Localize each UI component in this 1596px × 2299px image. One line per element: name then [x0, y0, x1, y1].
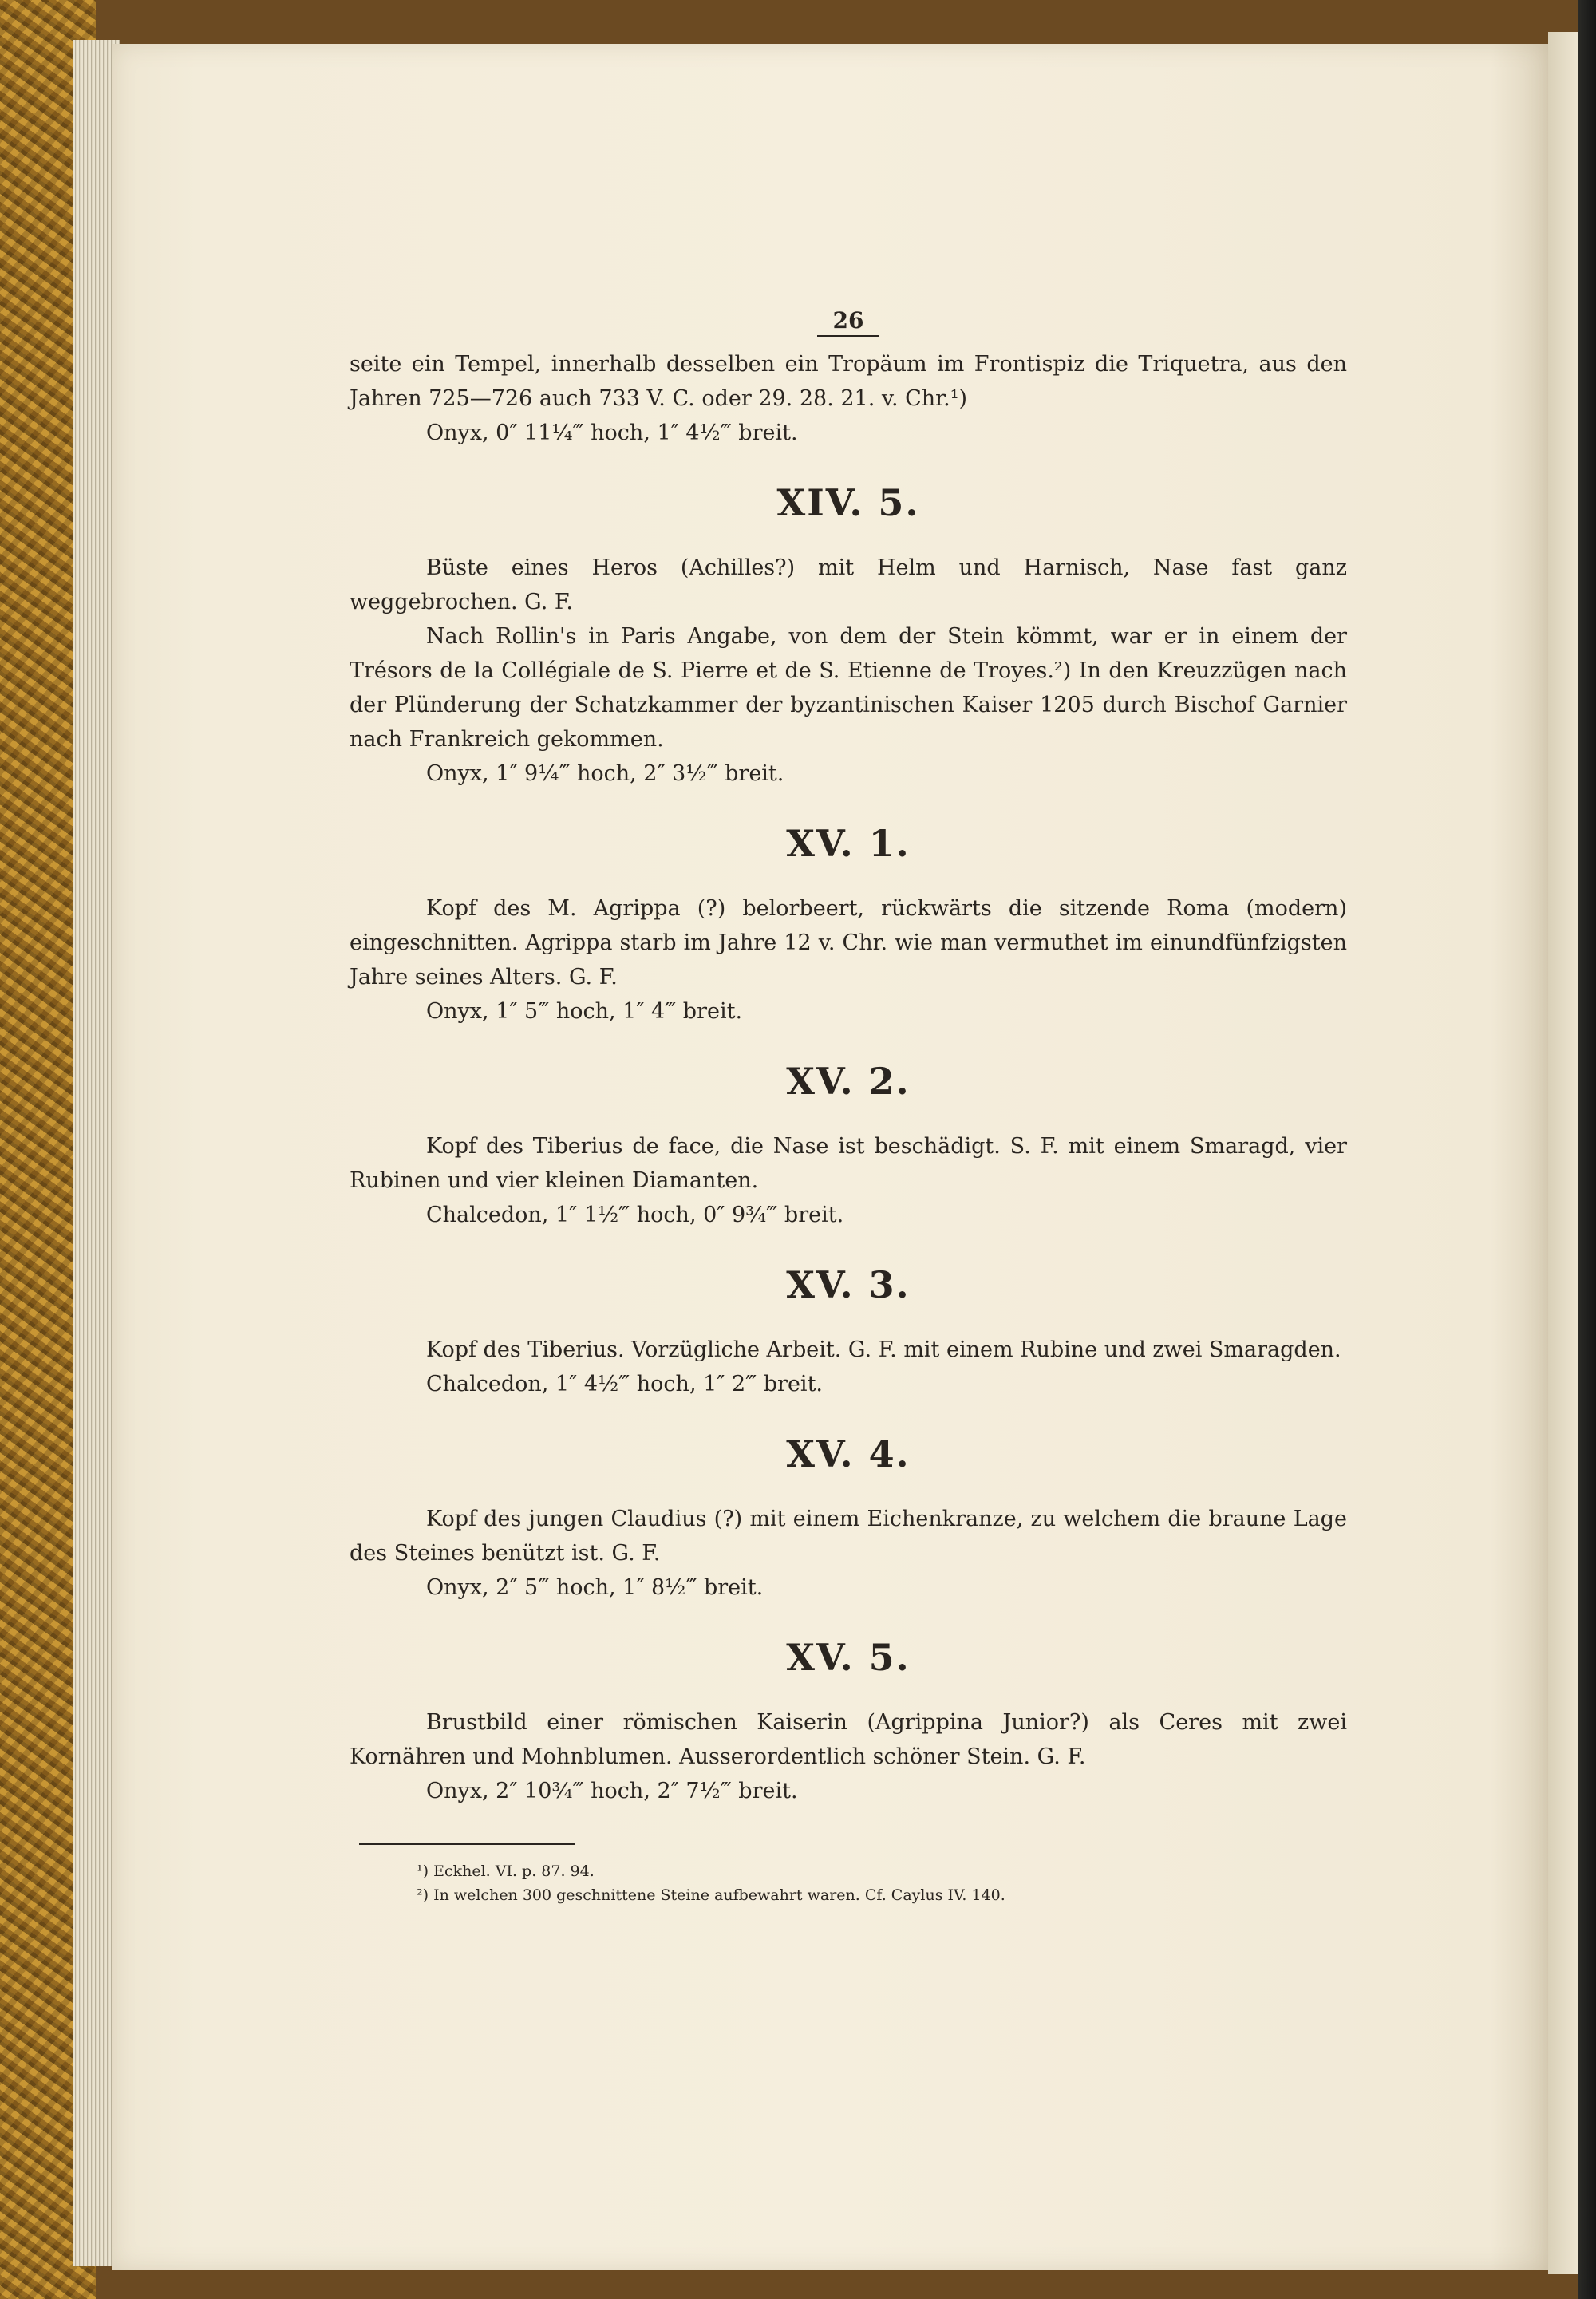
entry-heading: XV. 4. [786, 1432, 911, 1475]
footnote: ¹) Eckhel. VI. p. 87. 94. [417, 1863, 595, 1880]
entry-paragraph: Brustbild einer römischen Kaiserin (Agrippina Junior?) als Ceres mit zwei Kornähren und Mohnblumen. Ausserordentlich schöner Stein. G. F. [350, 1710, 1347, 1769]
entry-paragraph: Kopf des M. Agrippa (?) belorbeert, rückwärts die sitzende Roma (modern) eingeschnitten. Agrippa starb im Jahre 12 v. Chr. wie man vermuthet im einundfünfzigsten Jahre seines Alters. G. F. [350, 896, 1347, 990]
entry-measure: Onyx, 2″ 5‴ hoch, 1″ 8½‴ breit. [426, 1575, 764, 1600]
footnote-rule [359, 1843, 575, 1845]
page-content [350, 303, 1347, 1907]
entry-measure: Onyx, 1″ 5‴ hoch, 1″ 4‴ breit. [426, 999, 743, 1024]
entry-heading: XV. 3. [786, 1263, 911, 1306]
entry-heading: XV. 5. [786, 1636, 911, 1679]
footnote: ²) In welchen 300 geschnittene Steine aufbewahrt waren. Cf. Caylus IV. 140. [417, 1886, 1005, 1904]
entry-measure: Chalcedon, 1″ 4½‴ hoch, 1″ 2‴ breit. [426, 1372, 823, 1396]
entry-paragraph: Büste eines Heros (Achilles?) mit Helm und Harnisch, Nase fast ganz weggebrochen. G. F. [350, 555, 1347, 614]
entry-paragraph: Nach Rollin's in Paris Angabe, von dem der Stein kömmt, war er in einem der Trésors de la Collégiale de S. Pierre et de S. Etienne de Troyes.²) In den Kreuzzügen nach der Plünderung der Schatzkammer der byzantinischen Kaiser 1205 durch Bischof Garnier nach Frankreich gekommen. [350, 624, 1347, 752]
entry-paragraph: Kopf des jungen Claudius (?) mit einem Eichenkranze, zu welchem die braune Lage des Steines benützt ist. G. F. [350, 1507, 1347, 1566]
intro-measure: Onyx, 0″ 11¼‴ hoch, 1″ 4½‴ breit. [426, 421, 798, 445]
footnote-ref: ¹) [950, 386, 968, 411]
entry-heading: XV. 1. [786, 822, 911, 865]
entry-paragraph: Kopf des Tiberius de face, die Nase ist beschädigt. S. F. mit einem Smaragd, vier Rubinen und vier kleinen Diamanten. [350, 1134, 1347, 1193]
entry-measure: Chalcedon, 1″ 1½‴ hoch, 0″ 9¾‴ breit. [426, 1203, 844, 1227]
page-number: 26 [350, 303, 1347, 338]
entry-heading: XV. 2. [786, 1060, 911, 1103]
intro-text: seite ein Tempel, innerhalb desselben ein Tropäum im Frontispiz die Triquetra, aus den Jahren 725—726 auch 733 V. C. oder 29. 28. 21. v. Chr.¹) [350, 352, 1347, 411]
entry-measure: Onyx, 2″ 10¾‴ hoch, 2″ 7½‴ breit. [426, 1779, 798, 1803]
right-page-strip [1548, 32, 1578, 2274]
right-binding [1578, 0, 1596, 2299]
entry-measure: Onyx, 1″ 9¼‴ hoch, 2″ 3½‴ breit. [426, 761, 784, 786]
entry-heading: XIV. 5. [776, 481, 920, 524]
entry-paragraph: Kopf des Tiberius. Vorzügliche Arbeit. G. F. mit einem Rubine und zwei Smaragden. [426, 1337, 1341, 1362]
